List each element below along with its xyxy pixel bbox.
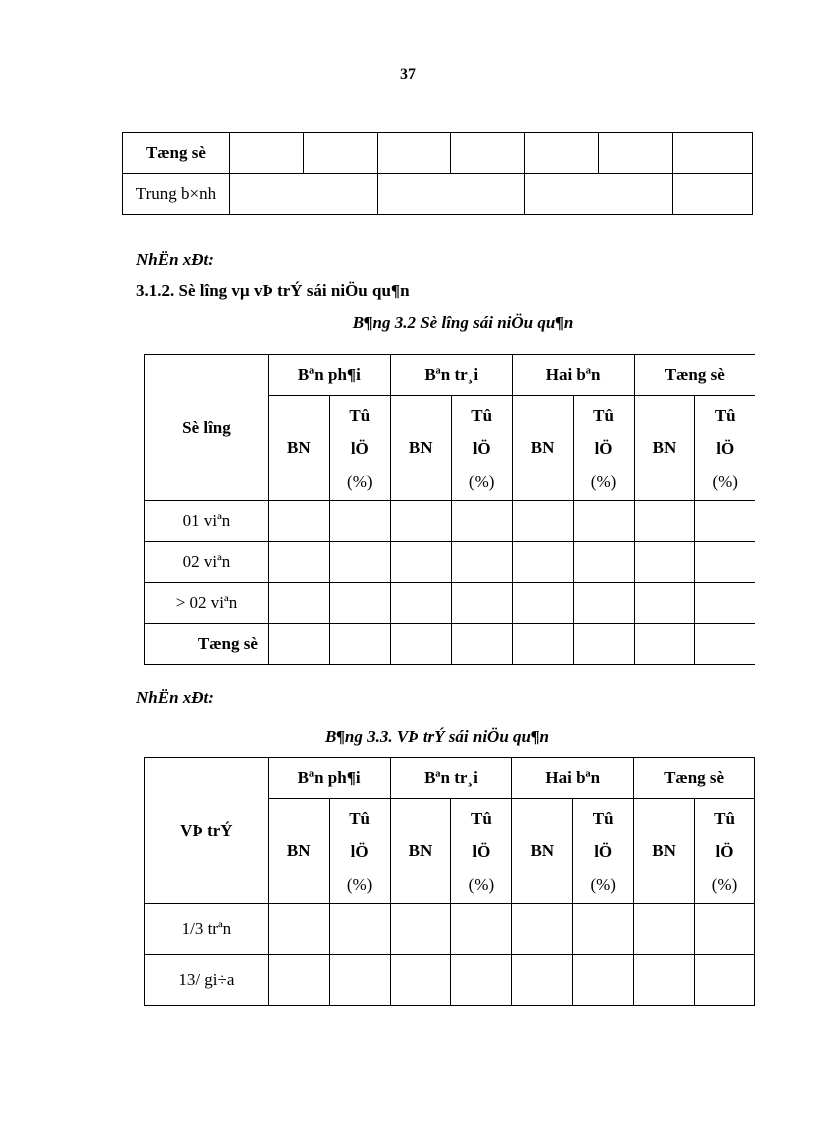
subheader-ratio: Tû lÖ (%) <box>451 396 512 501</box>
subheader-ratio: Tû lÖ (%) <box>451 799 512 904</box>
group-header-both: Hai bªn <box>512 758 634 799</box>
table-cell <box>599 133 673 174</box>
observation-label-2: NhËn xÐt: <box>136 688 214 707</box>
subheader-bn: BN <box>634 396 695 501</box>
table-row <box>145 583 756 624</box>
summary-table <box>122 132 753 215</box>
page-number: 37 <box>400 66 416 83</box>
row-header: Sè lîng <box>145 355 269 501</box>
table-cell <box>673 133 753 174</box>
group-header-left: Bªn tr¸i <box>390 758 512 799</box>
row-label: > 02 viªn <box>145 583 269 624</box>
subheader-ratio: Tû lÖ (%) <box>573 396 634 501</box>
table-cell <box>303 133 377 174</box>
subheader-bn: BN <box>390 396 451 501</box>
observation-label-1: NhËn xÐt: <box>136 250 214 269</box>
table-row <box>145 904 755 955</box>
table-row <box>145 501 756 542</box>
row-label-average: Trung b×nh <box>123 174 230 215</box>
row-label: 01 viªn <box>145 501 269 542</box>
table-cell <box>451 133 525 174</box>
table-row <box>145 624 756 665</box>
row-label: 1/3 trªn <box>145 904 269 955</box>
subheader-bn: BN <box>268 799 329 904</box>
subheader-bn: BN <box>512 396 573 501</box>
subheader-bn: BN <box>634 799 695 904</box>
group-header-total: Tæng sè <box>634 355 755 396</box>
table-cell <box>525 133 599 174</box>
subheader-bn: BN <box>268 396 329 501</box>
table2-caption: B¶ng 3.2 Sè lîng sái niÖu qu¶n <box>352 313 574 332</box>
subheader-ratio: Tû lÖ (%) <box>329 799 390 904</box>
table-header-row <box>145 758 755 799</box>
subheader-bn: BN <box>512 799 573 904</box>
group-header-right: Bªn ph¶i <box>268 758 390 799</box>
table-cell <box>229 133 303 174</box>
table-row <box>123 174 753 215</box>
group-header-total: Tæng sè <box>634 758 755 799</box>
table-row <box>145 542 756 583</box>
section-heading: 3.1.2. Sè lîng vµ vÞ trÝ sái niÖu qu¶n <box>136 281 410 300</box>
table-cell <box>673 174 753 215</box>
table-cell <box>377 133 451 174</box>
table-row <box>145 955 755 1006</box>
stone-location-table <box>144 757 755 1006</box>
row-label-total: Tæng sè <box>123 133 230 174</box>
group-header-right: Bªn ph¶i <box>268 355 390 396</box>
table-cell <box>229 174 377 215</box>
table-row <box>123 133 753 174</box>
table3-caption: B¶ng 3.3. VÞ trÝ sái niÖu qu¶n <box>325 727 549 746</box>
subheader-ratio: Tû lÖ (%) <box>695 396 755 501</box>
group-header-left: Bªn tr¸i <box>390 355 512 396</box>
row-label-total: Tæng sè <box>145 624 269 665</box>
subheader-ratio: Tû lÖ (%) <box>329 396 390 501</box>
row-header: VÞ trÝ <box>145 758 269 904</box>
stone-count-table <box>144 354 755 665</box>
row-label: 13/ gi÷a <box>145 955 269 1006</box>
table-cell <box>377 174 525 215</box>
subheader-bn: BN <box>390 799 451 904</box>
subheader-ratio: Tû lÖ (%) <box>695 799 755 904</box>
group-header-both: Hai bªn <box>512 355 634 396</box>
subheader-ratio: Tû lÖ (%) <box>573 799 634 904</box>
table-header-row <box>145 355 756 396</box>
table-cell <box>525 174 673 215</box>
row-label: 02 viªn <box>145 542 269 583</box>
